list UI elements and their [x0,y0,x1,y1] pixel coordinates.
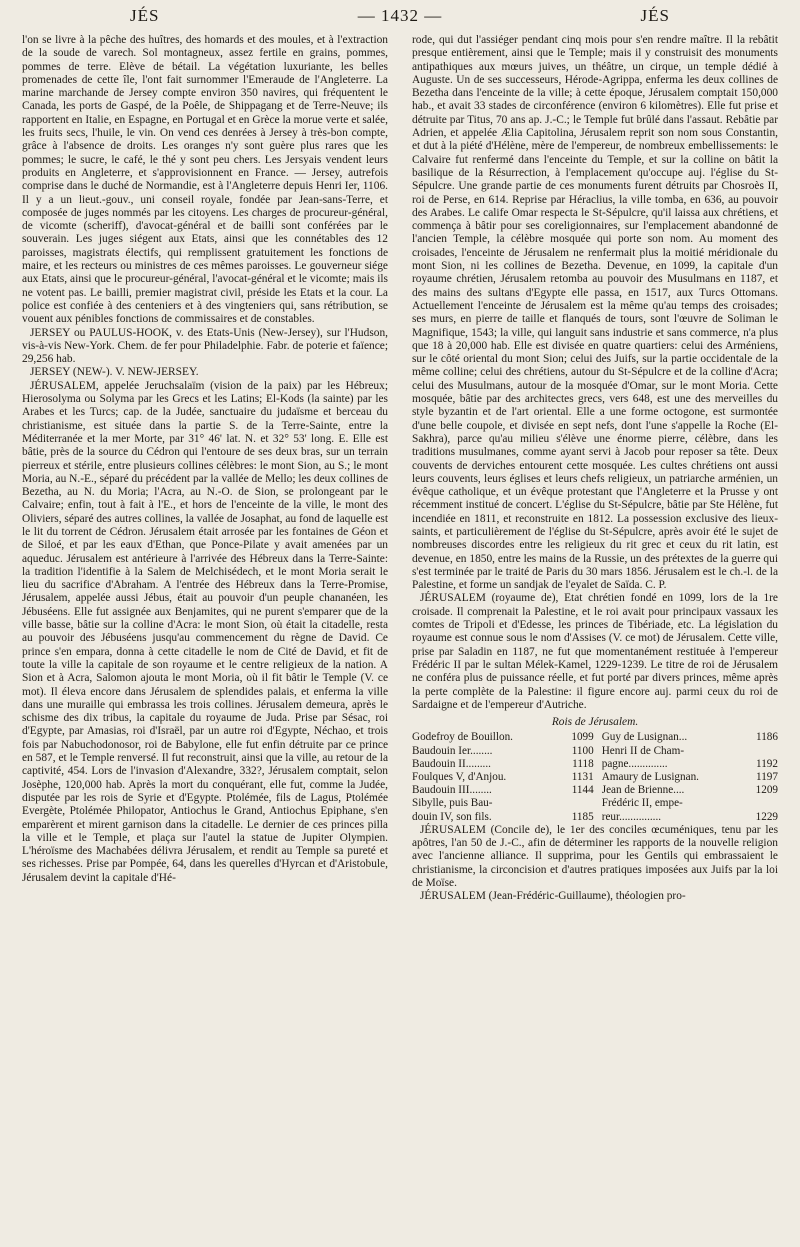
entry-jersey-new: JERSEY (NEW-). V. NEW-JERSEY. [30,366,199,379]
king-name: Frédéric II, empe- [601,797,683,810]
king-year: 1229 [755,810,778,823]
right-column [412,34,778,904]
right-headword: JÉS [640,6,670,25]
entry-jerusalem-council: JÉRUSALEM (Concile de), le 1er des conciles œcuméniques, tenu par les apôtres, l'an 50 de J.-C., afin de déterminer les rapports de la nouvelle religion avec l'ancienne alliance. Il supprima, pour les Gentils qui embrassaient le christianisme, la circoncision et d'autres pratiques imposées aux Juifs par la loi de Moïse. [412,823,778,890]
page-number: — 1432 — [357,6,443,25]
king-name: Baudouin II......... [412,757,491,770]
left-headword: JÉS [130,6,160,25]
king-year: 1099 [571,731,594,744]
king-name: Baudouin III........ [412,784,492,797]
entry-jerusalem-kingdom: JÉRUSALEM (royaume de), Etat chrétien fondé en 1099, lors de la 1re croisade. Il comprenait la Palestine, et le roi avait pour principaux vassaux les comtes de Tripoli et d'Edesse, les princes de Tibériade, etc. La législation du royaume est connue sous le nom d'Assises (V. ce mot) de Jérusalem. Cette ville, prise par Saladin en 1187, ne fut que momentanément restituée à l'empereur Frédéric II par le sultan Mélek-Kamel, 1229-1239. Le titre de roi de Jérusalem ne conféra plus de puissance réelle, et fut porté par divers princes, même après la perte complète de la Palestine: il figure encore auj. parmi ceux du roi de Sardaigne et de l'empereur d'Autriche. [412,592,778,711]
king-name: reur............... [601,810,662,823]
kings-row [412,731,778,744]
kings-row [412,758,778,771]
king-name: Jean de Brienne.... [601,784,685,797]
kings-list-title: Rois de Jérusalem. [551,716,639,729]
king-year: 1131 [571,771,594,784]
kings-table [412,731,778,823]
king-year: 1192 [756,757,778,770]
entry-jersey-paulus-hook: JERSEY ou PAULUS-HOOK, v. des Etats-Unis (New-Jersey), sur l'Hudson, vis-à-vis New-York. Chem. de fer pour Philadelphie. Fabr. de poterie et faïence; 29,256 hab. [22,326,388,366]
king-year: 1186 [756,731,778,744]
king-name: Baudouin Ier........ [412,744,493,757]
king-year [744,745,778,758]
king-year: 1197 [756,771,778,784]
entry-jerusalem-continued: rode, qui dut l'assiéger pendant cinq mois pour s'en rendre maître. Il la rebâtit presque entièrement, ainsi que le Temple; mais il y construisit des monuments antipathiques aux mœurs juives, un théâtre, un cirque, un temple dédié à Auguste. Un de ses successeurs, Hérode-Agrippa, enferma les deux collines de Bezetha dans l'enceinte de la ville; à cette époque, Jérusalem comptait 150,000 hab., et avait 33 stades de circonférence (environ 6 kilomètres). Elle fut prise et détruite par Titus, 70 ans ap. J.-C.; le Temple fut brûlé dans l'assaut. Rebâtie par Adrien, et appelée Ælia Capitolina, Jérusalem reprit son nom sous Constantin, et dut à la piété d'Hélène, mère de l'empereur, de nombreux embellissements: le Calvaire fut renfermé dans l'enceinte du Temple, et sur la colline on bâtit la basilique de la Résurrection, à l'emplacement qu'occupe auj. l'église du St-Sépulcre. Une grande partie de ces monuments furent détruits par Chosroès II, roi de Perse, en 614. Reprise par Héraclius, la ville tomba, en 636, au pouvoir des Arabes. Le calife Omar respecta le St-Sépulcre, qu'il laissa aux chrétiens, et commença à bâtir pour ses coreligionnaires, sur l'emplacement abandonné de l'ancien Temple, la célèbre mosquée qui porte son nom. Au moment des croisades, l'enceinte de Jérusalem ne renfermait plus la moitié méridionale du mont Sion, ni les collines de Bezetha. Devenue, en 1099, la capitale d'un royaume chrétien, Jérusalem retomba au pouvoir des Musulmans en 1187, et des mains des sultans d'Egypte elle passa, en 1517, aux Turcs Ottomans. Actuellement l'enceinte de Jérusalem est la même qu'au temps des croisades; ses murs, en pierre de taille et flanqués de tours, sont l'œuvre de Soliman le Magnifique, 1543; la ville, qui languit sans industrie et sans commerce, n'a plus que 18 à 20,000 hab. Elle est divisée en quatre quartiers: celui des Arméniens, sur le côté oriental du mont Sion; celui des Juifs, sur la partie occidentale de la même colline; celui des chrétiens, autour du St-Sépulcre et de la colline d'Acra; celui des Musulmans, autour de la mosquée d'Omar, sur le mont Moria. Cette mosquée, bâtie par des architectes grecs, vers 648, est une des merveilles du style byzantin et de l'art oriental. Elle a une forme octogone, est surmontée d'une belle coupole, et divisée en sept nefs, dont l'une s'appelle la Roche (El-Sakhra), parce qu'au milieu s'élève une énorme pierre, célèbre, dans les traditions musulmanes, comme ayant servi à Jacob pour reposer sa tête. Deux couvents de derviches entourent cette mosquée. Les cultes chrétiens ont aussi leurs couvents, leurs églises et leurs chefs religieux, un patriarche arménien, un évêque catholique, et un évêque protestant que l'Angleterre et la Prusse y ont récemment institué de concert. L'église du St-Sépulcre, bâtie par Ste Hélène, fut incendiée en 1811, et reconstruite en 1812. La possession exclusive des lieux-saints, et particulièrement de l'église du St-Sépulcre, après avoir été le sujet de nombreuses discordes entre les religieux du rit grec et ceux du rit latin, est devenue, en 1850, entre les mains de la Russie, un des prétextes de la guerre qui s'est terminée par le traité de Paris du 30 mars 1856. Jérusalem est le ch.-l. de la Palestine, et forme un sandjak de l'eyalet de Saïda. C. P. [412,34,778,592]
king-name: Guy de Lusignan... [601,731,688,744]
kings-row [412,797,778,810]
king-name: Foulques V, d'Anjou. [412,771,507,784]
entry-jerusalem-theologian: JÉRUSALEM (Jean-Frédéric-Guillaume), théologien pro- [420,890,686,903]
kings-row [412,784,778,797]
king-name: Henri II de Cham- [601,744,685,757]
king-name: Godefroy de Bouillon. [412,731,513,744]
left-column [22,34,388,885]
entry-jersey-continued: l'on se livre à la pêche des huîtres, des homards et des moules, et à l'extraction de la soude de varech. Sol montagneux, assez fertile en grains, pommes, pommes de terre. Elève de bétail. La végétation luxuriante, les belles promenades de cette île, l'ont fait surnommer l'Emeraude de l'Angleterre. La marine marchande de Jersey compte environ 350 navires, qui fréquentent le Canada, les ports de Gaspé, de la Poêle, de Shippagang et de Terre-Neuve; ils rapportent en Italie, en Espagne, en Portugal et en Grèce la morue verte et salée, les fruits secs, l'huile, le vin. On vend ces denrées à Jersey à très-bon compte, grâce à l'absence de droits. Les oranges n'y sont guère plus rares que les pommes; le sucre, le café, le thé y sont peu chers. Les Jersyais vendent leurs produits en Angleterre, et s'approvisionnent en France. — Jersey, autrefois comprise dans le duché de Normandie, est à l'Angleterre depuis Henri Ier, 1106. Il y a un lieut.-gouv., uni conseil royale, fondée par Jean-sans-Terre, et composée de juges nommés par les citoyens. Les charges de procureur-général, de vicomte (scheriff), d'avocat-général et de bailli sont conférées par le souverain. Les juges siégent aux Etats, ainsi que les connétables des 12 paroisses, magistrats électifs, qui remplissent gratuitement les fonctions de maire, et les recteurs ou ministres de ces mêmes paroisses. Le gouverneur siége aux Etats, ainsi que le procureur-général, l'avocat-général et le vicomte; mais ils ne votent pas. Le bailli, premier magistrat civil, préside les Etats et la cour. La police est confiée à des centeniers et à des vingteniers qui, sans rétribution, se vouent aux pénibles fonctions de commissaires et de constables. [22,34,388,326]
king-year: 1118 [572,757,594,770]
kings-row [412,811,778,824]
king-name: Sibylle, puis Bau- [412,797,493,810]
king-name: Amaury de Lusignan. [601,771,699,784]
kings-row [412,745,778,758]
king-name: pagne.............. [601,757,668,770]
king-year: 1185 [571,810,594,823]
king-year: 1209 [755,784,778,797]
king-year: 1144 [571,784,594,797]
page-header [22,6,778,30]
king-year: 1100 [571,744,594,757]
king-year [744,797,778,810]
kings-row [412,771,778,784]
king-name: douin IV, son fils. [412,810,492,823]
entry-jerusalem: JÉRUSALEM, appelée Jeruchsalaïm (vision de la paix) par les Hébreux; Hierosolyma ou Solyma par les Grecs et les Latins; El-Kods (la sainte) par les Arabes et les Turcs; cap. de la Judée, sanctuaire du judaïsme et berceau du christianisme, est située dans la partie S. de la Terre-Sainte, entre la Méditerranée et la mer Morte, par 31° 46' lat. N. et 32° 53' long. E. Elle est bâtie, près de la source du Cédron qui l'entoure de ses deux bras, sur un terrain pierreux et stérile, entre plusieurs collines célèbres: le mont Sion, au S.; le mont Moria, au N.-E., séparé du précédent par la vallée de Mello; les deux collines de Bezetha, au N. du Moria; l'Acra, au N.-O. de Sion, se prolongeant par le Calvaire; enfin, tout à fait à l'E., et hors de l'enceinte de la ville, le mont des Oliviers, séparé des autres collines, la vallée de Josaphat, au fond de laquelle est le lit du torrent de Cédron. Jérusalem était arrosée par les fontaines de Géon et de Siloé, et par les eaux d'Ethan, que Ponce-Pilate y avait amenées par un aqueduc. Jérusalem est antérieure à l'arrivée des Hébreux dans la Terre-Sainte: la tradition l'identifie à la Salem de Melchisédech, et le mont Moria serait le lieu du sacrifice d'Abraham. A l'entrée des Hébreux dans la Terre-Promise, Jérusalem, appelée aussi Jébus, était au pouvoir d'un peuple chananéen, les Jébuséens. Elle fut assignée aux Benjamites, qui ne purent s'emparer que de la ville basse, bâtie sur la colline d'Acra: le mont Sion, où était la citadelle, resta au pouvoir des Jébuséens jusqu'au commencement du règne de David. Ce prince s'en empara, donna à cette citadelle le nom de Cité de David, et fit de toute la ville la capitale de son royaume et le centre religieux de la nation. A Sion et à Acra, Salomon ajouta le mont Moria, où il fit bâtir le Temple (V. ce mot). Il éleva encore dans Jérusalem de splendides palais, et enferma la ville dans une muraille qui embrassa les trois collines. Jérusalem demeura, après le schisme des dix tribus, la capitale du royaume de Juda. Prise par Sésac, roi d'Egypte, par Amasias, roi d'Israël, par un autre roi d'Egypte, Néchao, et trois fois par Nabuchodonosor, roi de Babylone, elle fut enfin détruite par ce prince en 587, et le Temple renversé. Il fut reconstruit, ainsi que la ville, au retour de la captivité, 454. Lors de l'invasion d'Alexandre, 332?, Jérusalem comptait, selon Josèphe, 120,000 hab. Après la mort du conquérant, elle fut, comme la Judée, disputée par les rois de Syrie et d'Egypte. Ptolémée, fils de Lagus, Ptolémée Evergète, Ptolémée Philopator, Antiochus le Grand, Antiochus Epiphane, s'en emparèrent et mirent garnison dans la citadelle. Le dernier de ces princes pilla la ville et le Temple, et plaça sur l'autel la statue de Jupiter Olympien. L'héroïsme des Machabées délivra Jérusalem, et rendit au Temple sa pureté et ses richesses. Prise par Pompée, 64, dans les querelles d'Hyrcan et d'Aristobule, Jérusalem devint la capitale d'Hé- [22,379,388,884]
king-year [560,797,602,810]
